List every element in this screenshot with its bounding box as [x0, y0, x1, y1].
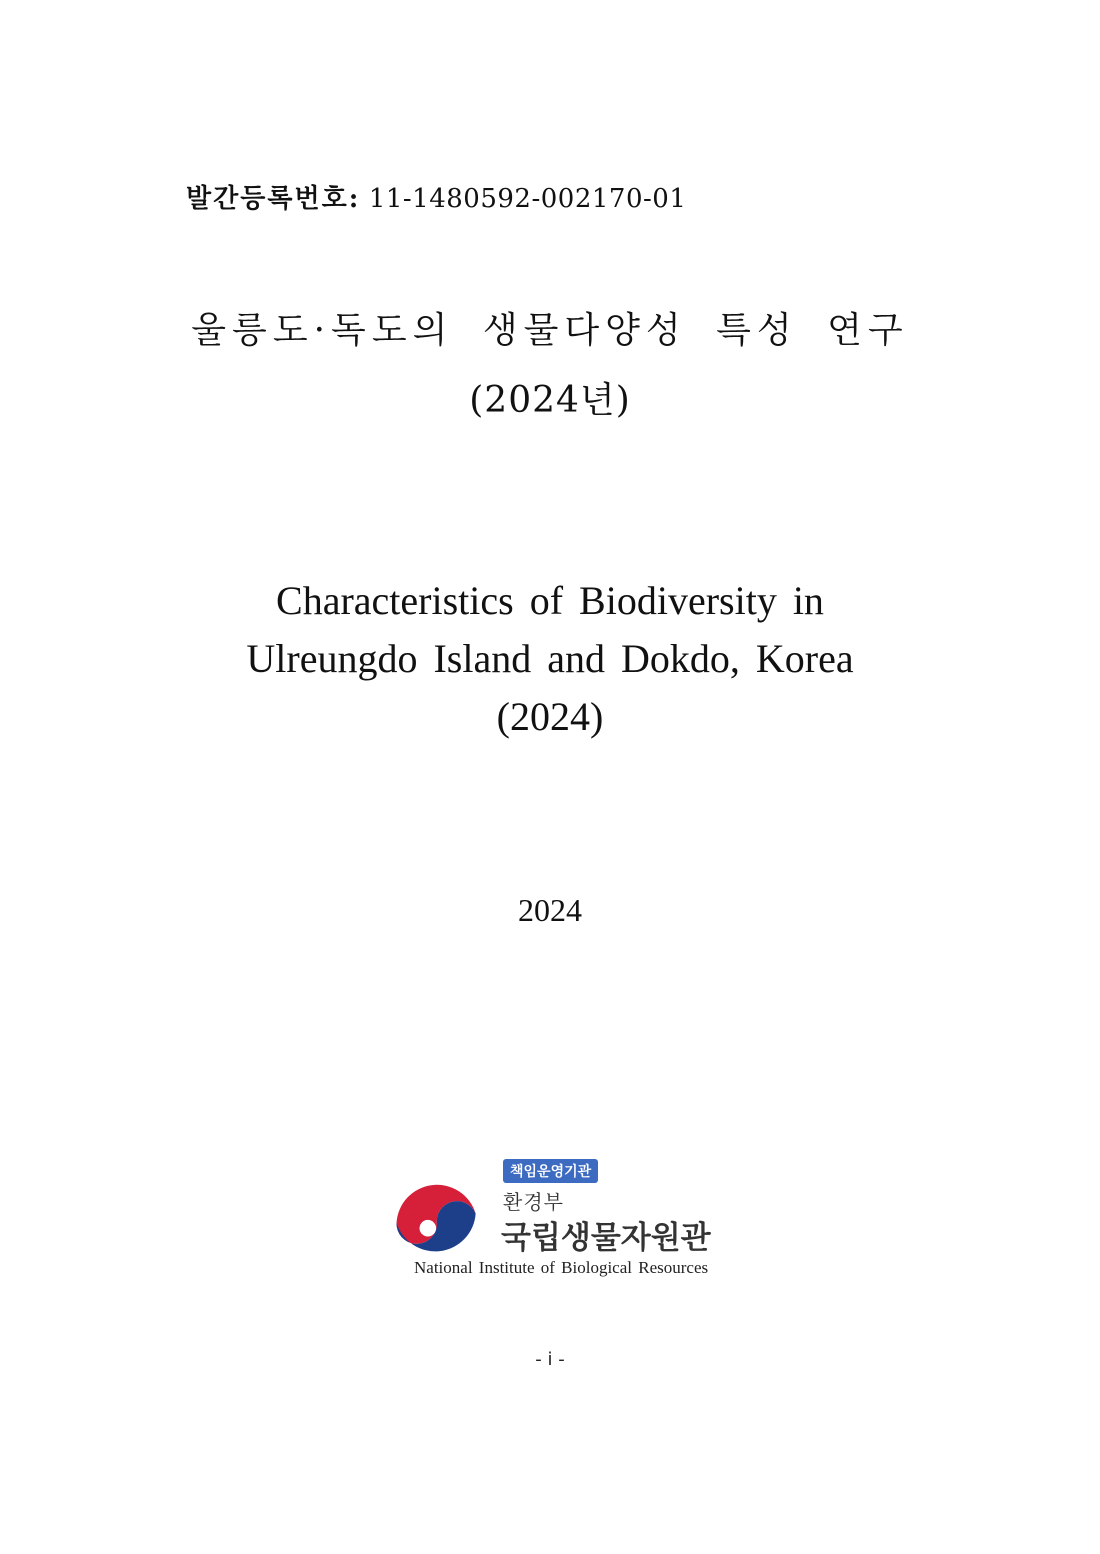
ministry-name: 환경부 — [503, 1190, 564, 1214]
english-title-line-2: Ulreungdo Island and Dokdo, Korea — [246, 636, 854, 681]
registration-label: 발간등록번호 — [186, 184, 349, 214]
registration-value: 11-1480592-002170-01 — [368, 184, 687, 214]
english-title-line-1: Characteristics of Biodiversity in — [276, 578, 824, 623]
registration-colon: : — [348, 184, 359, 214]
english-title-line-3: (2024) — [496, 694, 604, 739]
emblem-white-dot — [420, 1220, 437, 1237]
page-number: - i - — [535, 1349, 565, 1370]
korean-title-line-1: 울릉도·독도의 생물다양성 특성 연구 — [191, 310, 909, 351]
agency-badge: 책임운영기관 — [503, 1159, 598, 1183]
registration-number — [186, 178, 686, 215]
publication-year: 2024 — [518, 892, 582, 928]
institute-name-korean: 국립생물자원관 — [501, 1220, 711, 1256]
korean-title-line-2: (2024년) — [469, 380, 631, 421]
institute-name-english: National Institute of Biological Resources — [414, 1258, 709, 1277]
taegeuk-emblem-icon — [391, 1173, 483, 1265]
